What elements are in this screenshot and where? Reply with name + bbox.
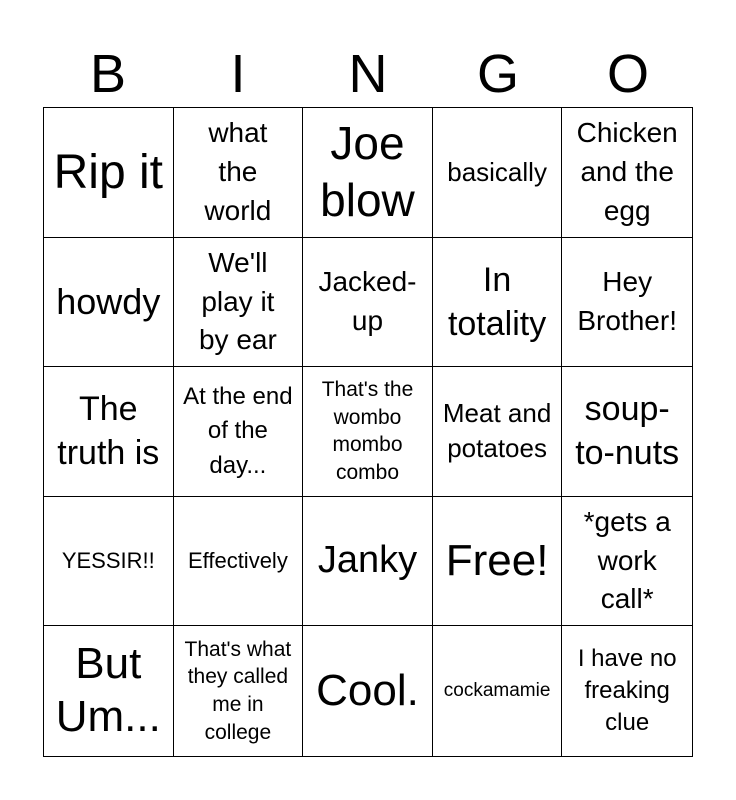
cell-text: what the world <box>204 117 272 226</box>
cell-text: Meat and potatoes <box>442 397 552 464</box>
cell-text: howdy <box>56 281 161 323</box>
bingo-cell-n5[interactable] <box>303 626 433 756</box>
cell-text: *gets a work call* <box>583 506 671 615</box>
header-letter-i: I <box>230 44 246 104</box>
cell-text: I have no freaking clue <box>577 645 677 737</box>
bingo-board <box>43 107 693 757</box>
bingo-cell-g2[interactable] <box>433 238 563 368</box>
cell-text: Chicken and the egg <box>576 117 678 226</box>
cell-text: cockamamie <box>443 680 551 702</box>
bingo-cell-g5[interactable] <box>433 626 563 756</box>
cell-text: YESSIR!! <box>61 548 155 574</box>
cell-text: That's what they called me in college <box>184 637 292 744</box>
cell-text: In totality <box>447 260 547 343</box>
bingo-cell-i5[interactable] <box>174 626 304 756</box>
bingo-cell-b4[interactable] <box>44 497 174 627</box>
cell-text: At the end of the day... <box>183 383 293 479</box>
cell-text: Jacked-up <box>318 266 417 336</box>
bingo-cell-n3[interactable] <box>303 367 433 497</box>
bingo-cell-n2[interactable] <box>303 238 433 368</box>
cell-text: Cool. <box>316 665 419 715</box>
cell-text: Free! <box>445 535 549 585</box>
bingo-cell-g4[interactable] <box>433 497 563 627</box>
bingo-cell-o3[interactable] <box>562 367 692 497</box>
cell-text: The truth is <box>57 390 160 473</box>
bingo-cell-o5[interactable] <box>562 626 692 756</box>
bingo-cell-g3[interactable] <box>433 367 563 497</box>
header-letter-n: N <box>348 44 388 104</box>
bingo-cell-i2[interactable] <box>174 238 304 368</box>
cell-text: Hey Brother! <box>577 266 677 336</box>
bingo-cell-o1[interactable] <box>562 108 692 238</box>
cell-text: soup-to-nuts <box>575 390 680 473</box>
cell-text: But Um... <box>55 639 161 742</box>
bingo-cell-n1[interactable] <box>303 108 433 238</box>
bingo-cell-n4[interactable] <box>303 497 433 627</box>
header-letter-g: G <box>476 44 519 104</box>
bingo-cell-i4[interactable] <box>174 497 304 627</box>
bingo-cell-b5[interactable] <box>44 626 174 756</box>
cell-text: Janky <box>317 539 418 582</box>
cell-text: Joe blow <box>320 116 415 227</box>
cell-text: Effectively <box>187 548 288 574</box>
cell-text: basically <box>447 156 547 187</box>
cell-text: That's the wombo mombo combo <box>321 378 414 485</box>
bingo-cell-b3[interactable] <box>44 367 174 497</box>
bingo-cell-b2[interactable] <box>44 238 174 368</box>
header-letter-b: B <box>89 44 127 104</box>
bingo-cell-i1[interactable] <box>174 108 304 238</box>
bingo-cell-i3[interactable] <box>174 367 304 497</box>
bingo-cell-b1[interactable] <box>44 108 174 238</box>
cell-text: Rip it <box>53 145 163 199</box>
bingo-header <box>43 40 693 108</box>
header-letter-o: O <box>606 44 649 104</box>
cell-text: We'll play it by ear <box>198 246 277 356</box>
bingo-cell-g1[interactable] <box>433 108 563 238</box>
bingo-cell-o2[interactable] <box>562 238 692 368</box>
bingo-cell-o4[interactable] <box>562 497 692 627</box>
